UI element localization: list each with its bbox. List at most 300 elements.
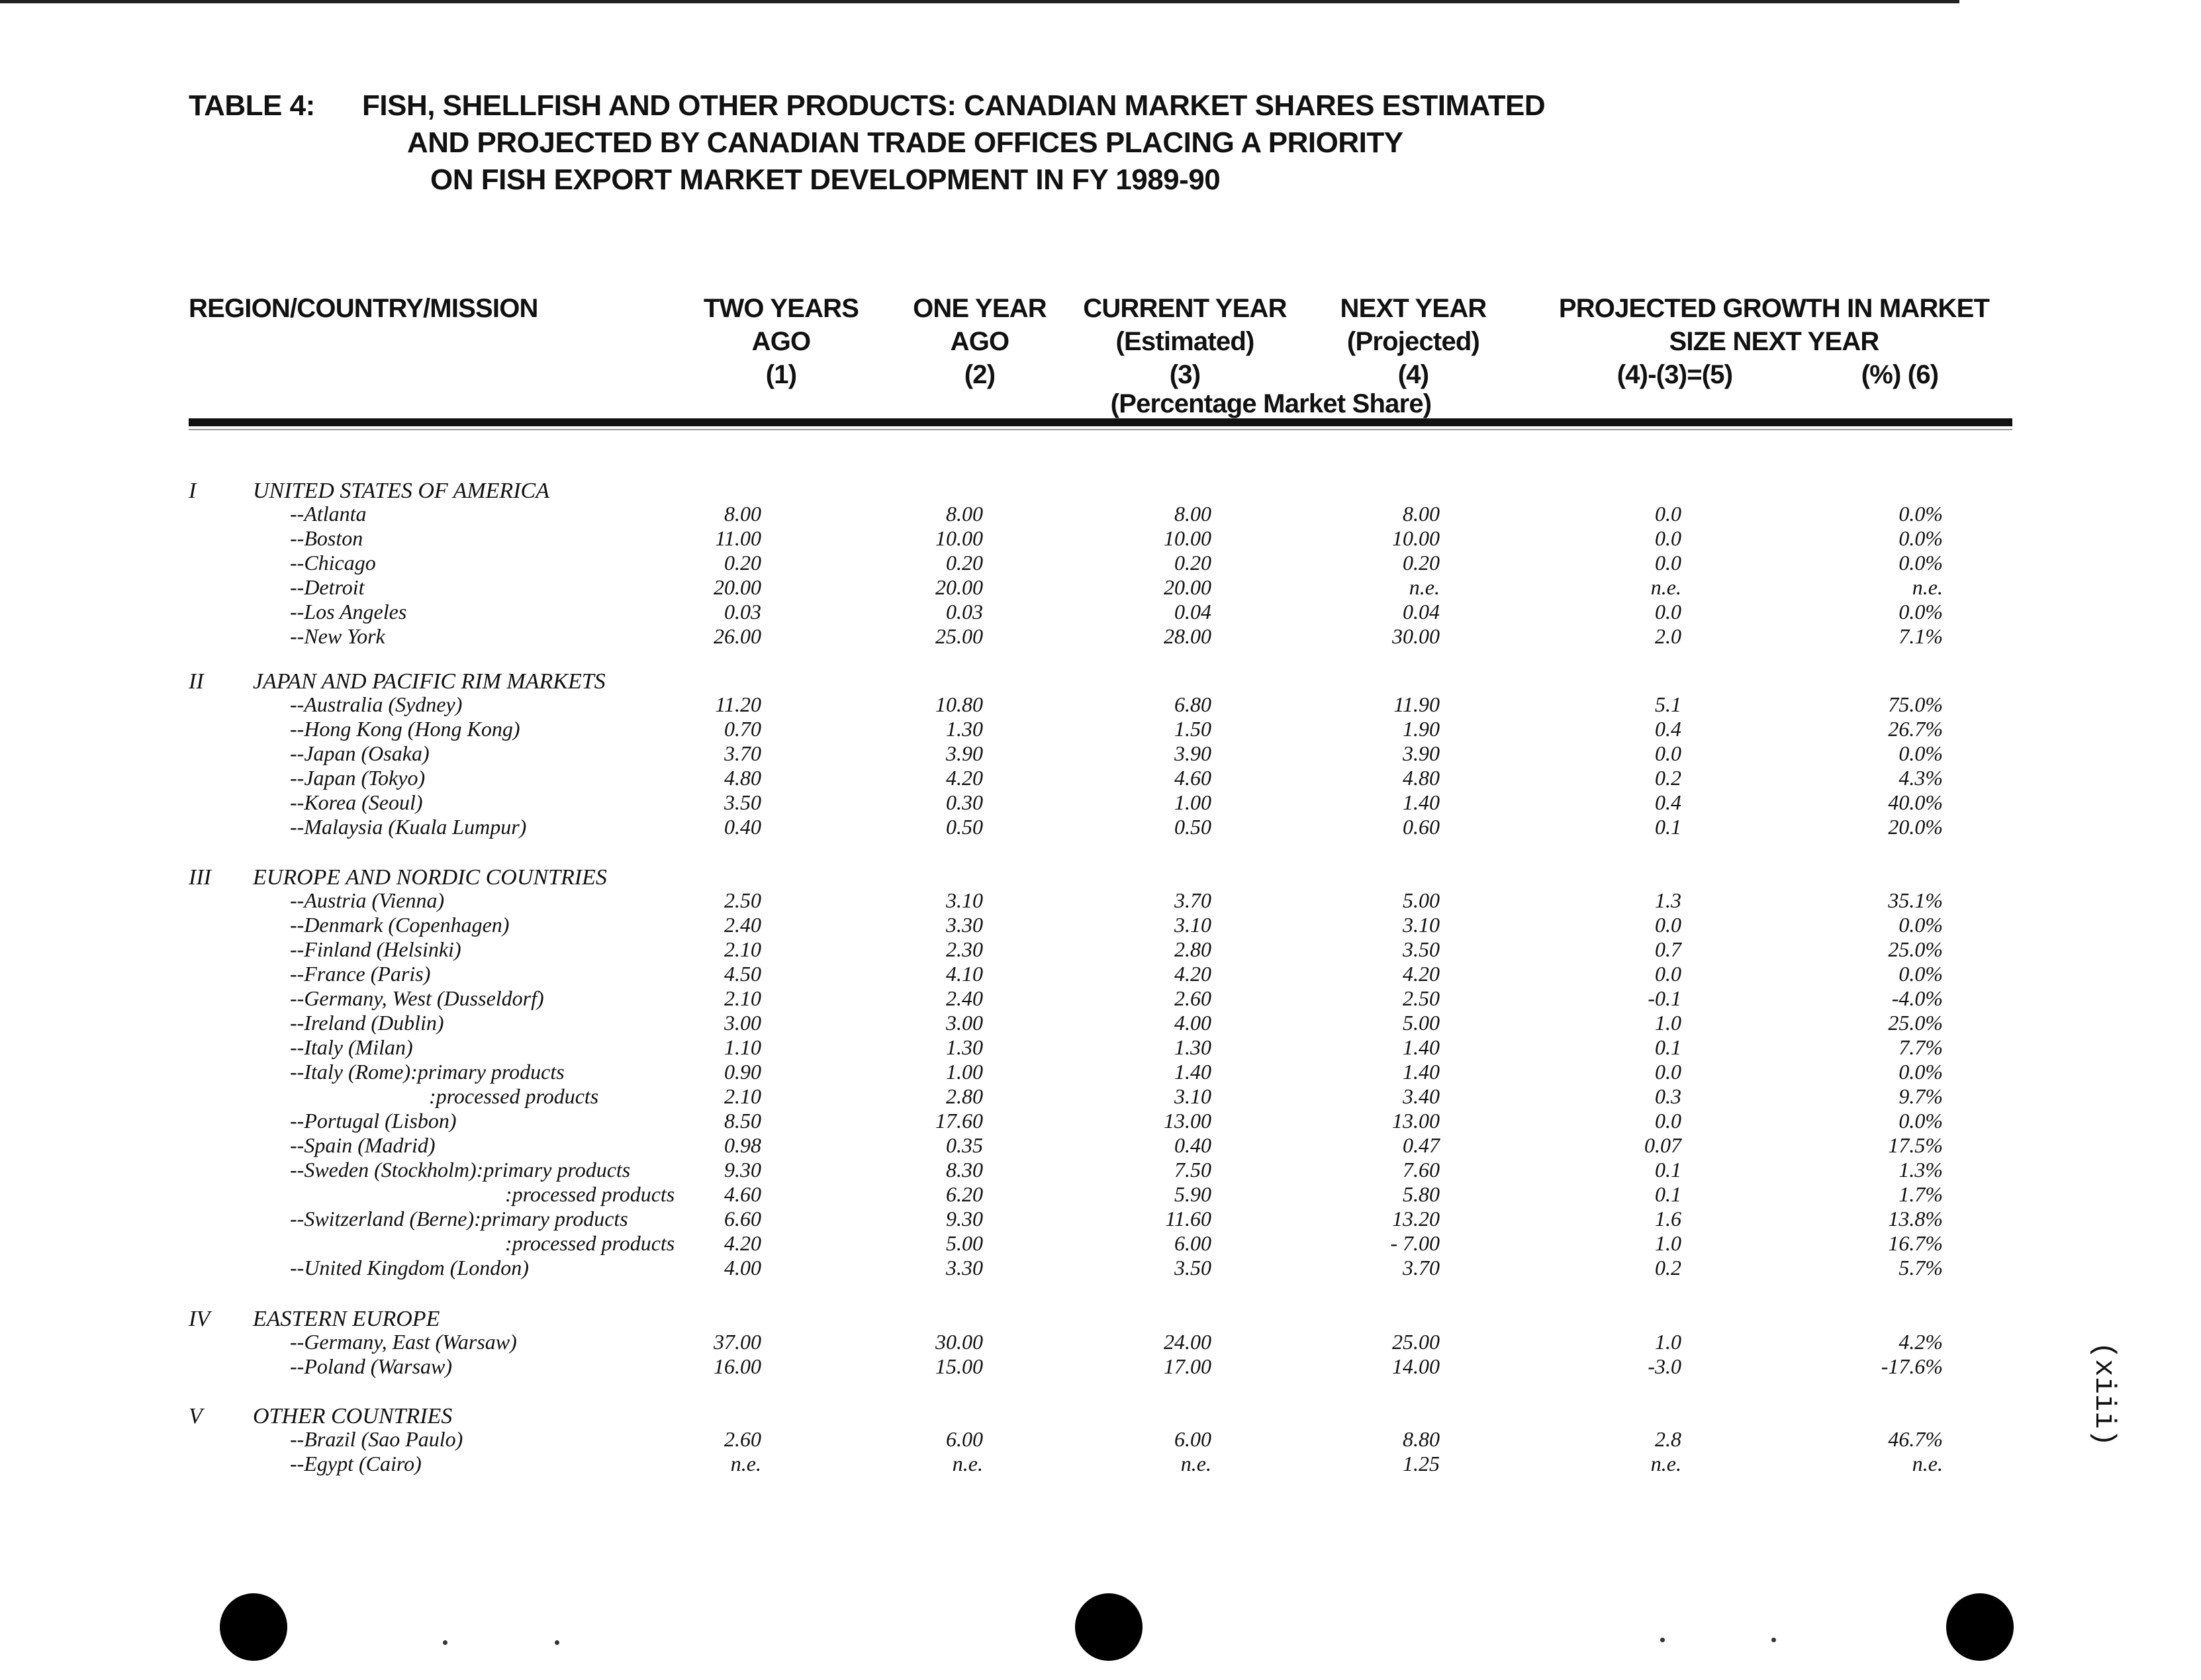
cell-col-3: 1.40 [1174,1060,1211,1084]
cell-col-4: 3.40 [1403,1084,1440,1108]
row-label: --Australia (Sydney) [290,692,463,716]
row-label: :processed products [505,1231,675,1255]
table-row [0,937,2201,962]
section-number: I [189,479,197,503]
cell-col-2: 25.00 [935,624,983,648]
row-label: --Chicago [290,551,376,575]
cell-col-2: n.e. [952,1452,983,1475]
cell-col-4: 7.60 [1403,1158,1440,1182]
cell-col-1: 3.50 [724,790,761,814]
table-row [0,1158,2201,1182]
cell-col-3: 13.00 [1164,1109,1211,1133]
cell-col-2: 2.40 [946,986,983,1010]
cell-col-4: 5.00 [1403,888,1440,912]
cell-col-1: 0.98 [724,1133,761,1157]
cell-col-1: 4.20 [724,1231,761,1255]
header-one-year-ago [880,292,1079,391]
row-label: --Ireland (Dublin) [290,1011,444,1035]
cell-col-6: 4.3% [1898,766,1943,790]
cell-col-4: 8.00 [1403,502,1440,526]
cell-col-1: 3.00 [724,1011,761,1035]
speck [555,1640,559,1645]
cell-col-4: 0.04 [1403,600,1440,624]
header-c2-line3: (2) [964,360,996,389]
cell-col-2: 0.03 [946,600,983,624]
section-number: V [189,1404,203,1428]
cell-col-1: 1.10 [724,1035,761,1059]
table-row [0,1133,2201,1158]
cell-col-1: 3.70 [724,741,761,765]
cell-col-6: 0.0% [1898,600,1943,624]
table-label: TABLE 4: [189,89,315,122]
cell-col-6: 25.0% [1888,937,1943,961]
cell-col-3: 1.00 [1174,790,1211,814]
cell-col-6: 25.0% [1888,1011,1943,1035]
cell-col-5: 0.1 [1655,1182,1681,1206]
cell-col-5: 2.0 [1655,624,1681,648]
cell-col-2: 6.20 [946,1182,983,1206]
speck [443,1640,447,1645]
row-label: --Korea (Seoul) [290,790,423,814]
cell-col-3: 4.60 [1174,766,1211,790]
header-c3-line2: (Estimated) [1115,327,1254,356]
cell-col-1: 2.10 [724,986,761,1010]
table-row [0,1354,2201,1379]
row-label: --Italy (Rome):primary products [290,1060,565,1084]
table-row [0,888,2201,913]
cell-col-4: 1.40 [1403,1035,1440,1059]
row-label: --Egypt (Cairo) [290,1452,422,1475]
cell-col-3: 1.30 [1174,1035,1211,1059]
cell-col-4: 0.60 [1403,815,1440,839]
cell-col-1: 20.00 [714,575,761,599]
header-two-years-ago [682,292,880,391]
table-row [0,692,2201,717]
cell-col-6: -17.6% [1881,1354,1943,1378]
cell-col-5: 0.0 [1655,1109,1681,1133]
cell-col-1: 2.10 [724,937,761,961]
cell-col-6: 0.0% [1898,1060,1943,1084]
title-line-3: ON FISH EXPORT MARKET DEVELOPMENT IN FY 1989-90 [430,163,1221,196]
cell-col-6: 0.0% [1898,913,1943,937]
cell-col-2: 5.00 [946,1231,983,1255]
page-number-text: (xiii) [2087,1341,2120,1447]
table-row [0,1330,2201,1354]
cell-col-5: n.e. [1650,1452,1681,1475]
header-c4-line3: (4) [1397,360,1429,389]
section-title: UNITED STATES OF AMERICA [253,479,549,503]
cell-col-5: 2.8 [1655,1427,1681,1451]
table-row [0,766,2201,790]
header-percent: (%) (6) [1861,360,1939,389]
cell-col-2: 3.30 [946,1256,983,1280]
header-next-year [1314,292,1513,391]
table-row [0,1452,2201,1476]
cell-col-3: 6.00 [1174,1427,1211,1451]
cell-col-1: 2.10 [724,1084,761,1108]
cell-col-4: 1.40 [1403,1060,1440,1084]
cell-col-6: 0.0% [1898,962,1943,986]
cell-col-5: 0.4 [1655,717,1681,741]
cell-col-4: - 7.00 [1390,1231,1440,1255]
cell-col-2: 8.30 [946,1158,983,1182]
table-row [0,502,2201,526]
cell-col-5: 0.0 [1655,1060,1681,1084]
cell-col-5: 0.0 [1655,600,1681,624]
cell-col-5: 0.0 [1655,526,1681,550]
cell-col-4: 13.00 [1392,1109,1440,1133]
header-rule-shadow [189,429,2012,430]
cell-col-5: 1.6 [1655,1207,1681,1231]
page-number [2084,1334,2124,1454]
table-row [0,1182,2201,1207]
cell-col-6: 5.7% [1898,1256,1943,1280]
cell-col-2: 10.80 [935,692,983,716]
cell-col-6: 13.8% [1888,1207,1943,1231]
punch-hole-center [1075,1593,1143,1661]
cell-col-3: 3.90 [1174,741,1211,765]
cell-col-1: 4.00 [724,1256,761,1280]
cell-col-5: 0.2 [1655,766,1681,790]
cell-col-4: 4.20 [1403,962,1440,986]
header-region: REGION/COUNTRY/MISSION [189,294,538,323]
row-label: --Hong Kong (Hong Kong) [290,717,520,741]
cell-col-5: 0.1 [1655,815,1681,839]
cell-col-1: 6.60 [724,1207,761,1231]
row-label: --France (Paris) [290,962,431,986]
table-row [0,1084,2201,1109]
cell-col-4: 4.80 [1403,766,1440,790]
cell-col-3: 28.00 [1164,624,1211,648]
cell-col-6: 46.7% [1888,1427,1943,1451]
top-border-line [0,0,1959,3]
cell-col-2: 6.00 [946,1427,983,1451]
cell-col-2: 0.30 [946,790,983,814]
cell-col-6: 0.0% [1898,502,1943,526]
cell-col-3: 3.50 [1174,1256,1211,1280]
header-rule [189,418,2012,426]
cell-col-5: 0.1 [1655,1035,1681,1059]
cell-col-2: 1.00 [946,1060,983,1084]
row-label: :processed products [429,1084,599,1108]
cell-col-2: 4.10 [946,962,983,986]
punch-hole-left [220,1593,287,1661]
table-row [0,1427,2201,1452]
cell-col-3: 20.00 [1164,575,1211,599]
row-label: --Denmark (Copenhagen) [290,913,510,937]
title-line-1: FISH, SHELLFISH AND OTHER PRODUCTS: CANADIAN MARKET SHARES ESTIMATED [362,89,1546,122]
header-c2-line1: ONE YEAR [913,294,1047,323]
cell-col-1: 2.40 [724,913,761,937]
cell-col-3: 3.10 [1174,1084,1211,1108]
cell-col-2: 1.30 [946,717,983,741]
row-label: --Malaysia (Kuala Lumpur) [290,815,527,839]
cell-col-3: 10.00 [1164,526,1211,550]
row-label: --Finland (Helsinki) [290,937,461,961]
cell-col-2: 20.00 [935,575,983,599]
cell-col-4: 5.80 [1403,1182,1440,1206]
cell-col-1: 4.60 [724,1182,761,1206]
table-row [0,986,2201,1011]
table-row [0,551,2201,575]
cell-col-4: n.e. [1409,575,1440,599]
row-label: --United Kingdom (London) [290,1256,529,1280]
cell-col-2: 0.20 [946,551,983,575]
cell-col-3: 7.50 [1174,1158,1211,1182]
cell-col-3: n.e. [1180,1452,1211,1475]
header-c1-line1: TWO YEARS [703,294,859,323]
table-row [0,1231,2201,1256]
table-row [0,1035,2201,1060]
cell-col-2: 30.00 [935,1330,983,1354]
cell-col-6: 16.7% [1888,1231,1943,1255]
cell-col-2: 4.20 [946,766,983,790]
cell-col-1: 0.40 [724,815,761,839]
row-label: --New York [290,624,385,648]
cell-col-4: 3.50 [1403,937,1440,961]
cell-col-2: 15.00 [935,1354,983,1378]
cell-col-4: 1.25 [1403,1452,1440,1475]
header-c2-line2: AGO [950,327,1009,356]
cell-col-4: 5.00 [1403,1011,1440,1035]
cell-col-4: 3.70 [1403,1256,1440,1280]
row-label: :processed products [505,1182,675,1206]
cell-col-1: 4.50 [724,962,761,986]
row-label: --Detroit [290,575,365,599]
cell-col-6: 17.5% [1888,1133,1943,1157]
cell-col-1: 0.03 [724,600,761,624]
cell-col-6: 40.0% [1888,790,1943,814]
row-label: --Switzerland (Berne):primary products [290,1207,628,1231]
cell-col-5: 0.0 [1655,962,1681,986]
cell-col-1: 16.00 [714,1354,761,1378]
cell-col-1: 11.20 [715,692,761,716]
cell-col-3: 11.60 [1165,1207,1211,1231]
header-c1-line3: (1) [765,360,797,389]
table-row [0,1256,2201,1280]
cell-col-5: 1.3 [1655,888,1681,912]
cell-col-6: 0.0% [1898,551,1943,575]
header-projected-growth [1542,292,2006,358]
cell-col-5: 0.0 [1655,741,1681,765]
title-line-2: AND PROJECTED BY CANADIAN TRADE OFFICES PLACING A PRIORITY [407,126,1403,159]
row-label: --Portugal (Lisbon) [290,1109,457,1133]
cell-col-2: 3.30 [946,913,983,937]
cell-col-5: 0.0 [1655,913,1681,937]
cell-col-1: 11.00 [715,526,761,550]
section-number: IV [189,1307,211,1331]
cell-col-6: 0.0% [1898,526,1943,550]
cell-col-3: 0.04 [1174,600,1211,624]
cell-col-3: 17.00 [1164,1354,1211,1378]
cell-col-2: 9.30 [946,1207,983,1231]
cell-col-6: 35.1% [1888,888,1943,912]
cell-col-4: 0.47 [1403,1133,1440,1157]
section-title: EASTERN EUROPE [253,1307,440,1331]
cell-col-3: 0.40 [1174,1133,1211,1157]
cell-col-2: 0.50 [946,815,983,839]
cell-col-3: 0.50 [1174,815,1211,839]
cell-col-2: 2.80 [946,1084,983,1108]
cell-col-1: 0.20 [724,551,761,575]
header-unit-note: (Percentage Market Share) [1110,389,1432,418]
cell-col-1: 2.60 [724,1427,761,1451]
cell-col-6: 7.1% [1898,624,1943,648]
row-label: --Japan (Osaka) [290,741,430,765]
cell-col-1: 26.00 [714,624,761,648]
cell-col-6: n.e. [1912,1452,1943,1475]
cell-col-5: n.e. [1650,575,1681,599]
cell-col-6: 20.0% [1888,815,1943,839]
speck [1660,1638,1665,1642]
row-label: --Austria (Vienna) [290,888,445,912]
cell-col-2: 17.60 [935,1109,983,1133]
table-row [0,575,2201,600]
row-label: --Poland (Warsaw) [290,1354,453,1378]
cell-col-6: 26.7% [1888,717,1943,741]
cell-col-3: 0.20 [1174,551,1211,575]
table-title [189,87,1545,199]
cell-col-6: 4.2% [1898,1330,1943,1354]
cell-col-1: 2.50 [724,888,761,912]
cell-col-1: 0.90 [724,1060,761,1084]
cell-col-1: 9.30 [724,1158,761,1182]
cell-col-3: 6.80 [1174,692,1211,716]
cell-col-6: 7.7% [1898,1035,1943,1059]
section-number: II [189,669,204,694]
table-row [0,741,2201,766]
cell-col-4: 3.90 [1403,741,1440,765]
cell-col-5: 1.0 [1655,1231,1681,1255]
header-growth-line2: SIZE NEXT YEAR [1669,327,1879,356]
row-label: --Los Angeles [290,600,407,624]
cell-col-3: 1.50 [1174,717,1211,741]
cell-col-4: 3.10 [1403,913,1440,937]
cell-col-4: 13.20 [1392,1207,1440,1231]
cell-col-2: 3.90 [946,741,983,765]
cell-col-6: 9.7% [1898,1084,1943,1108]
cell-col-3: 2.80 [1174,937,1211,961]
cell-col-3: 8.00 [1174,502,1211,526]
header-c1-line2: AGO [751,327,811,356]
header-difference: (4)-(3)=(5) [1616,360,1733,389]
cell-col-6: 0.0% [1898,1109,1943,1133]
header-growth-line1: PROJECTED GROWTH IN MARKET [1558,294,1990,323]
cell-col-1: 8.50 [724,1109,761,1133]
cell-col-3: 2.60 [1174,986,1211,1010]
header-current-year [1069,292,1301,391]
table-row [0,717,2201,741]
row-label: --Japan (Tokyo) [290,766,426,790]
section-title: EUROPE AND NORDIC COUNTRIES [253,865,607,890]
cell-col-5: 5.1 [1655,692,1681,716]
table-row [0,790,2201,815]
row-label: --Sweden (Stockholm):primary products [290,1158,631,1182]
header-c4-line2: (Projected) [1346,327,1480,356]
cell-col-5: 0.3 [1655,1084,1681,1108]
section-title: OTHER COUNTRIES [253,1404,453,1428]
cell-col-1: 8.00 [724,502,761,526]
cell-col-6: 0.0% [1898,741,1943,765]
section-number: III [189,865,211,890]
cell-col-5: 0.2 [1655,1256,1681,1280]
table-row [0,1011,2201,1035]
row-label: --Germany, East (Warsaw) [290,1330,517,1354]
cell-col-4: 8.80 [1403,1427,1440,1451]
table-row [0,1060,2201,1084]
cell-col-3: 4.00 [1174,1011,1211,1035]
cell-col-2: 8.00 [946,502,983,526]
cell-col-4: 11.90 [1393,692,1440,716]
speck [1771,1638,1776,1642]
table-row [0,962,2201,986]
table-row [0,600,2201,624]
table-row [0,624,2201,649]
cell-col-2: 1.30 [946,1035,983,1059]
cell-col-6: n.e. [1912,575,1943,599]
cell-col-2: 0.35 [946,1133,983,1157]
header-c4-line1: NEXT YEAR [1340,294,1487,323]
cell-col-5: 0.0 [1655,502,1681,526]
row-label: --Brazil (Sao Paulo) [290,1427,463,1451]
cell-col-3: 24.00 [1164,1330,1211,1354]
cell-col-6: 1.3% [1898,1158,1943,1182]
cell-col-4: 30.00 [1392,624,1440,648]
table-row [0,913,2201,937]
cell-col-1: 0.70 [724,717,761,741]
row-label: --Boston [290,526,363,550]
row-label: --Spain (Madrid) [290,1133,436,1157]
cell-col-4: 2.50 [1403,986,1440,1010]
cell-col-4: 14.00 [1392,1354,1440,1378]
cell-col-3: 5.90 [1174,1182,1211,1206]
cell-col-6: 1.7% [1898,1182,1943,1206]
cell-col-3: 3.10 [1174,913,1211,937]
cell-col-2: 2.30 [946,937,983,961]
cell-col-6: -4.0% [1891,986,1943,1010]
cell-col-6: 75.0% [1888,692,1943,716]
cell-col-5: 1.0 [1655,1011,1681,1035]
cell-col-5: 0.4 [1655,790,1681,814]
cell-col-5: 1.0 [1655,1330,1681,1354]
cell-col-4: 0.20 [1403,551,1440,575]
cell-col-4: 1.40 [1403,790,1440,814]
cell-col-5: 0.0 [1655,551,1681,575]
row-label: --Germany, West (Dusseldorf) [290,986,544,1010]
cell-col-4: 25.00 [1392,1330,1440,1354]
cell-col-1: n.e. [730,1452,761,1475]
cell-col-3: 3.70 [1174,888,1211,912]
cell-col-2: 3.00 [946,1011,983,1035]
cell-col-5: 0.07 [1644,1133,1681,1157]
table-row [0,526,2201,551]
cell-col-4: 10.00 [1392,526,1440,550]
punch-hole-right [1946,1593,2014,1661]
cell-col-5: -0.1 [1648,986,1681,1010]
cell-col-1: 4.80 [724,766,761,790]
table-row [0,1207,2201,1231]
table-row [0,815,2201,839]
table-row [0,1109,2201,1133]
cell-col-3: 6.00 [1174,1231,1211,1255]
section-title: JAPAN AND PACIFIC RIM MARKETS [253,669,606,694]
header-c3-line3: (3) [1169,360,1201,389]
cell-col-2: 10.00 [935,526,983,550]
header-c3-line1: CURRENT YEAR [1083,294,1287,323]
cell-col-2: 3.10 [946,888,983,912]
cell-col-5: 0.1 [1655,1158,1681,1182]
cell-col-5: 0.7 [1655,937,1681,961]
